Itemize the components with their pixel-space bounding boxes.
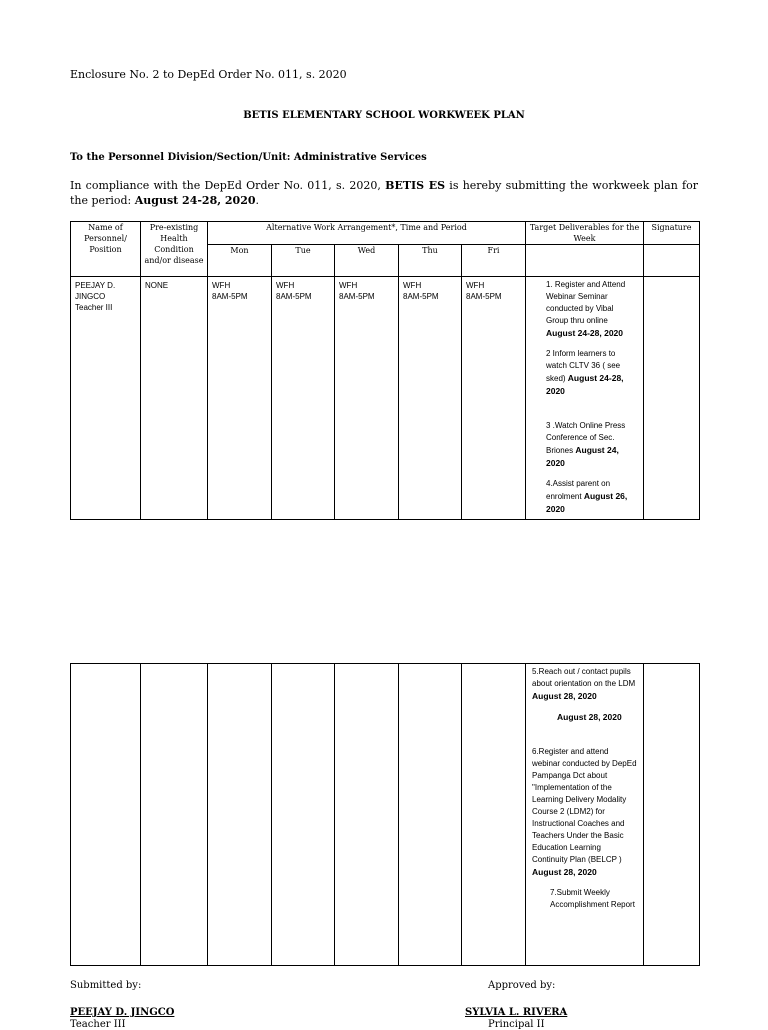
personnel-name-2: JINGCO xyxy=(75,292,106,301)
period: August 24-28, 2020 xyxy=(134,194,256,207)
compliance-text-1: In compliance with the DepEd Order No. 011, s. 2020, xyxy=(70,179,381,192)
col-header-signature: Signature xyxy=(644,222,700,245)
deliverable-4: 4.Assist parent on enrolment August 26, 2020 xyxy=(546,479,628,514)
health-condition: NONE xyxy=(141,277,208,520)
day-header-mon: Mon xyxy=(208,245,272,277)
submitted-name: PEEJAY D. JINGCO xyxy=(70,1007,175,1018)
signature-cell-continued xyxy=(644,664,700,966)
workweek-table-continued xyxy=(70,663,700,966)
approved-position: Principal II xyxy=(488,1019,545,1030)
signature-cell xyxy=(644,277,700,520)
compliance-end: . xyxy=(255,194,259,207)
schedule-fri: WFH 8AM-5PM xyxy=(462,277,526,520)
deliverables-cell-continued xyxy=(526,664,644,966)
document-title: BETIS ELEMENTARY SCHOOL WORKWEEK PLAN xyxy=(243,110,525,121)
deliverable-2: 2 Inform learners to watch CLTV 36 ( see sked) August 24-28, 2020 xyxy=(546,349,624,396)
submitted-by-label: Submitted by: xyxy=(70,980,142,991)
school-name: BETIS ES xyxy=(385,179,446,192)
deliverable-5-date: August 28, 2020 xyxy=(557,712,622,722)
schedule-thu: WFH 8AM-5PM xyxy=(399,277,462,520)
col-header-health: Pre-existing Health Condition and/or disease xyxy=(141,222,208,277)
workweek-table xyxy=(70,221,700,520)
approved-name: SYLVIA L. RIVERA xyxy=(465,1007,568,1018)
day-header-tue: Tue xyxy=(272,245,335,277)
addressee-line: To the Personnel Division/Section/Unit: Administrative Services xyxy=(70,152,427,163)
deliverable-6: 6.Register and attend webinar conducted by DepEd Pampanga Dct about "Implementation of the Learning Delivery Modality Course 2 (LDM2) for Instructional Coaches and Teachers Under the Basic Education Learning Continuity Plan (BELCP ) August 28, 2020 xyxy=(532,747,637,877)
schedule-mon: WFH 8AM-5PM xyxy=(208,277,272,520)
schedule-tue: WFH 8AM-5PM xyxy=(272,277,335,520)
day-header-wed: Wed xyxy=(335,245,399,277)
day-header-fri: Fri xyxy=(462,245,526,277)
compliance-paragraph xyxy=(70,178,698,208)
deliverable-1: 1. Register and Attend Webinar Seminar conducted by Vibal Group thru online August 24-28, 2020 xyxy=(546,280,626,338)
personnel-position: Teacher III xyxy=(75,303,113,312)
schedule-wed: WFH 8AM-5PM xyxy=(335,277,399,520)
deliverable-5: 5.Reach out / contact pupils about orientation on the LDM August 28, 2020 xyxy=(532,667,636,701)
col-header-target: Target Deliverables for the Week xyxy=(526,222,644,245)
deliverable-3: 3 .Watch Online Press Conference of Sec. Briones August 24, 2020 xyxy=(546,421,626,468)
table-row xyxy=(71,664,700,966)
submitted-position: Teacher III xyxy=(70,1019,126,1030)
deliverable-7: 7.Submit Weekly Accomplishment Report xyxy=(550,888,635,909)
table-row xyxy=(71,277,700,520)
day-header-thu: Thu xyxy=(399,245,462,277)
compliance-text-2: is hereby submitting the workweek plan for the period: xyxy=(70,179,698,207)
approved-by-label: Approved by: xyxy=(488,980,556,991)
personnel-cell xyxy=(71,277,141,520)
deliverables-cell xyxy=(526,277,644,520)
col-header-awa: Alternative Work Arrangement*, Time and Period xyxy=(208,222,526,245)
enclosure-line: Enclosure No. 2 to DepEd Order No. 011, s. 2020 xyxy=(70,68,347,81)
personnel-name-1: PEEJAY D. xyxy=(75,281,116,290)
col-header-name: Name of Personnel/ Position xyxy=(71,222,141,277)
